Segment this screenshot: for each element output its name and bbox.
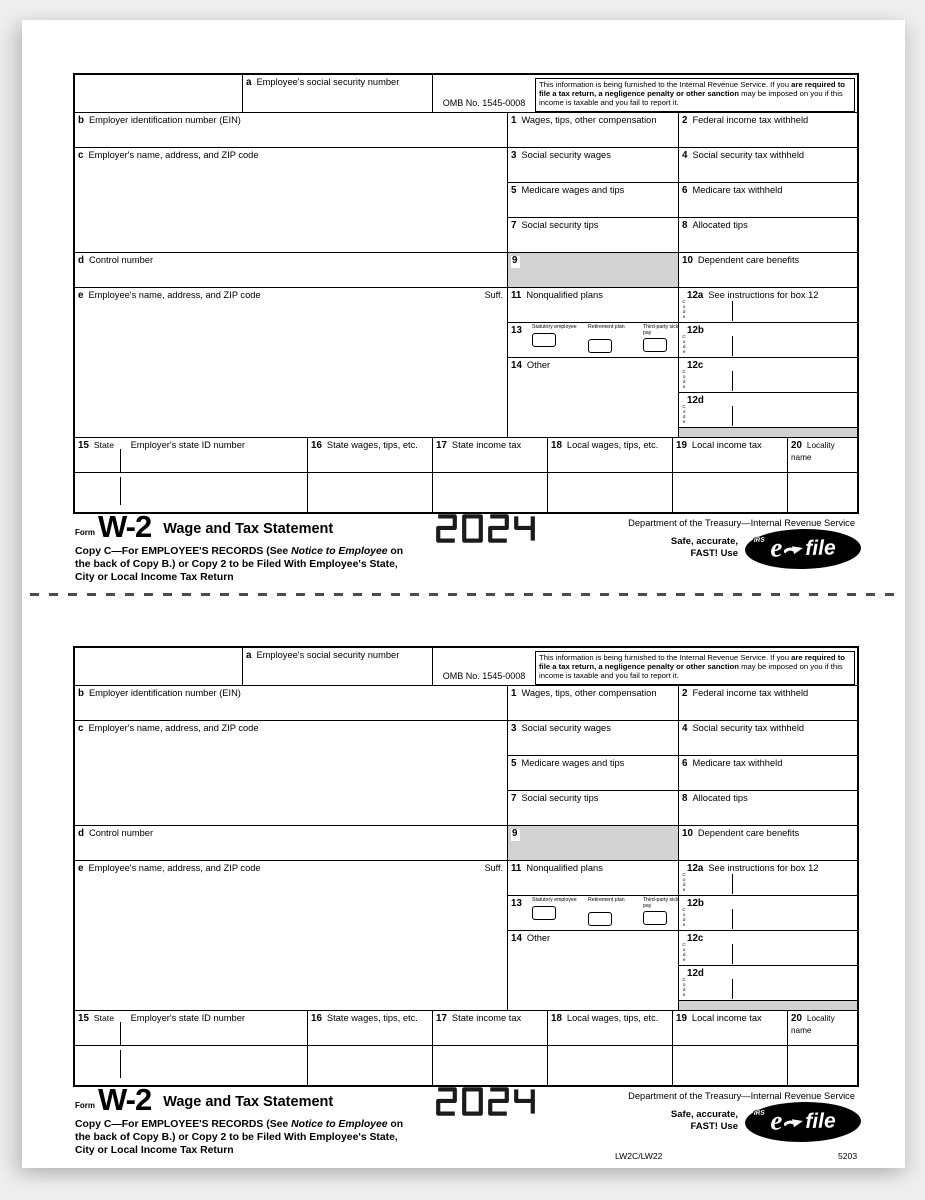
box-d-control-number: d Control number — [75, 825, 507, 860]
shaded-strip — [678, 1000, 857, 1010]
box-blank — [75, 75, 242, 112]
box-20-entry — [787, 1045, 857, 1085]
code-amount-divider — [732, 874, 733, 894]
retirement-plan-checkbox — [588, 339, 612, 353]
form-word: Form — [75, 528, 95, 538]
box-a-ssn — [242, 75, 432, 112]
form-title: Wage and Tax Statement — [163, 1094, 334, 1111]
box-17-header: 17 State income tax — [432, 1010, 547, 1045]
box-12b: Code 12b — [678, 322, 857, 357]
third-party-sick-pay-group: Third-party sick pay — [643, 898, 678, 925]
copy-designation: Copy C—For EMPLOYEE'S RECORDS (See Notice to Employee on the back of Copy B.) or Copy 2 to be Filed With Employee's State, City or Local Income Tax Return — [75, 1119, 404, 1156]
box-20-entry — [787, 472, 857, 512]
retirement-plan-group: Retirement plan — [588, 898, 634, 926]
box-2-federal-tax: 2 Federal income tax withheld — [678, 685, 857, 720]
box-a-id: a — [246, 77, 252, 88]
form-footer — [73, 509, 863, 604]
code-amount-divider — [732, 909, 733, 929]
box-16-header: 16 State wages, tips, etc. — [307, 1010, 432, 1045]
third-party-sick-pay-checkbox — [643, 911, 667, 925]
treasury-department-line: Department of the Treasury—Internal Revenue Service — [628, 518, 855, 528]
box-15-state-header: 15 State Employer's state ID number — [75, 1010, 307, 1045]
irs-efile-logo: IRS e file — [745, 1101, 862, 1143]
state-divider — [120, 477, 121, 505]
box-11-nonqualified: 11 Nonqualified plans — [507, 287, 678, 322]
copy-designation: Copy C—For EMPLOYEE'S RECORDS (See Notice to Employee on the back of Copy B.) or Copy 2 to be Filed With Employee's State, City or Local Income Tax Return — [75, 546, 404, 583]
box-5-medicare-wages: 5 Medicare wages and tips — [507, 182, 678, 217]
omb-label: OMB No. 1545-0008 — [442, 670, 526, 681]
suffix-label: Suff. — [484, 863, 503, 873]
box-a-ssn — [242, 648, 432, 685]
w2-form-grid — [73, 73, 859, 514]
code-amount-divider — [732, 301, 733, 321]
box-d-control-number: d Control number — [75, 252, 507, 287]
box-16-header: 16 State wages, tips, etc. — [307, 437, 432, 472]
form-footer — [73, 1082, 863, 1177]
w2-form-copy — [73, 73, 855, 603]
retirement-plan-group: Retirement plan — [588, 325, 634, 353]
irs-notice — [535, 648, 857, 685]
box-8-allocated-tips: 8 Allocated tips — [678, 217, 857, 252]
box-12b: Code 12b — [678, 895, 857, 930]
box-a-label: Employee's social security number — [256, 650, 400, 660]
form-title-row — [75, 1082, 334, 1117]
w2-form-grid — [73, 646, 859, 1087]
box-14-other: 14 Other — [507, 930, 678, 1010]
box-7-ss-tips: 7 Social security tips — [507, 790, 678, 825]
third-party-sick-pay-group: Third-party sick pay — [643, 325, 678, 352]
code-amount-divider — [732, 944, 733, 964]
box-19-entry — [672, 472, 787, 512]
box-15-state-header: 15 State Employer's state ID number — [75, 437, 307, 472]
box-17-header: 17 State income tax — [432, 437, 547, 472]
statutory-employee-group: Statutory employee — [532, 325, 578, 347]
box-blank — [75, 648, 242, 685]
efile-tagline: Safe, accurate, FAST! Use — [670, 536, 738, 559]
irs-notice-text: This information is being furnished to the Internal Revenue Service. If you are required to file a tax return, a negligence penalty or other sanction may be imposed on you if this income is taxable and you fail to report it. — [535, 651, 855, 685]
box-17-entry — [432, 472, 547, 512]
code-label-vertical: Code — [681, 404, 687, 424]
box-b-ein: b Employer identification number (EIN) — [75, 112, 507, 147]
box-4-ss-tax: 4 Social security tax withheld — [678, 720, 857, 755]
code-amount-divider — [732, 371, 733, 391]
box-10-dependent-care: 10 Dependent care benefits — [678, 252, 857, 287]
box-8-allocated-tips: 8 Allocated tips — [678, 790, 857, 825]
state-divider — [120, 449, 121, 472]
box-1-wages: 1 Wages, tips, other compensation — [507, 685, 678, 720]
irs-logo-text: IRS — [753, 1109, 765, 1117]
box-12a: Code 12a See instructions for box 12 — [678, 860, 857, 895]
box-16-entry — [307, 472, 432, 512]
box-18-entry — [547, 1045, 672, 1085]
irs-notice-text: This information is being furnished to the Internal Revenue Service. If you are required to file a tax return, a negligence penalty or other sanction may be imposed on you if this income is taxable and you fail to report it. — [535, 78, 855, 112]
box-15-entry — [75, 472, 307, 512]
third-party-sick-pay-checkbox — [643, 338, 667, 352]
box-19-header: 19 Local income tax — [672, 437, 787, 472]
box-15-entry — [75, 1045, 307, 1085]
retirement-plan-checkbox — [588, 912, 612, 926]
box-19-entry — [672, 1045, 787, 1085]
box-a-label: Employee's social security number — [256, 77, 400, 87]
box-b-ein: b Employer identification number (EIN) — [75, 685, 507, 720]
box-13-checkboxes: 13 Statutory employee Retirement plan Third-party sick pay — [507, 895, 678, 930]
code-label-vertical: Code — [681, 942, 687, 962]
box-19-header: 19 Local income tax — [672, 1010, 787, 1045]
sheet-number: 5203 — [838, 1151, 858, 1161]
paper-sheet — [22, 20, 905, 1168]
box-9-shaded: 9 — [507, 252, 678, 287]
code-label-vertical: Code — [681, 977, 687, 997]
form-title: Wage and Tax Statement — [163, 521, 334, 538]
code-label-vertical: Code — [681, 299, 687, 319]
box-20-header: 20 Locality name — [787, 1010, 857, 1045]
box-3-ss-wages: 3 Social security wages — [507, 147, 678, 182]
irs-efile-logo: IRS e file — [745, 528, 862, 570]
shaded-strip — [678, 427, 857, 437]
box-18-entry — [547, 472, 672, 512]
box-9-shaded: 9 — [507, 825, 678, 860]
code-amount-divider — [732, 336, 733, 356]
statutory-employee-group: Statutory employee — [532, 898, 578, 920]
tax-year — [436, 1086, 535, 1117]
box-c-employer: c Employer's name, address, and ZIP code — [75, 720, 507, 825]
form-word: Form — [75, 1101, 95, 1111]
state-divider — [120, 1022, 121, 1045]
box-12c: Code 12c — [678, 357, 857, 392]
efile-arrow-icon — [784, 1117, 804, 1129]
state-divider — [120, 1050, 121, 1078]
box-12a: Code 12a See instructions for box 12 — [678, 287, 857, 322]
box-2-federal-tax: 2 Federal income tax withheld — [678, 112, 857, 147]
irs-notice — [535, 75, 857, 112]
box-a-id: a — [246, 650, 252, 661]
box-17-entry — [432, 1045, 547, 1085]
box-6-medicare-tax: 6 Medicare tax withheld — [678, 755, 857, 790]
box-7-ss-tips: 7 Social security tips — [507, 217, 678, 252]
box-5-medicare-wages: 5 Medicare wages and tips — [507, 755, 678, 790]
box-13-checkboxes: 13 Statutory employee Retirement plan Third-party sick pay — [507, 322, 678, 357]
statutory-employee-checkbox — [532, 906, 556, 920]
box-c-employer: c Employer's name, address, and ZIP code — [75, 147, 507, 252]
code-label-vertical: Code — [681, 334, 687, 354]
efile-arrow-icon — [784, 544, 804, 556]
tax-year — [436, 513, 535, 544]
box-14-other: 14 Other — [507, 357, 678, 437]
code-label-vertical: Code — [681, 907, 687, 927]
box-12d: Code 12d — [678, 965, 857, 1000]
omb-number — [432, 648, 535, 685]
box-18-header: 18 Local wages, tips, etc. — [547, 437, 672, 472]
omb-label: OMB No. 1545-0008 — [442, 97, 526, 108]
box-1-wages: 1 Wages, tips, other compensation — [507, 112, 678, 147]
box-20-header: 20 Locality name — [787, 437, 857, 472]
statutory-employee-checkbox — [532, 333, 556, 347]
code-amount-divider — [732, 979, 733, 999]
box-11-nonqualified: 11 Nonqualified plans — [507, 860, 678, 895]
irs-logo-text: IRS — [753, 536, 765, 544]
form-number: W-2 — [98, 509, 152, 544]
box-12d: Code 12d — [678, 392, 857, 427]
treasury-department-line: Department of the Treasury—Internal Revenue Service — [628, 1091, 855, 1101]
box-3-ss-wages: 3 Social security wages — [507, 720, 678, 755]
w2-form-copy — [73, 646, 858, 1176]
box-18-header: 18 Local wages, tips, etc. — [547, 1010, 672, 1045]
code-amount-divider — [732, 406, 733, 426]
code-label-vertical: Code — [681, 872, 687, 892]
suffix-label: Suff. — [484, 290, 503, 300]
box-16-entry — [307, 1045, 432, 1085]
efile-tagline: Safe, accurate, FAST! Use — [670, 1109, 738, 1132]
form-title-row — [75, 509, 334, 544]
code-label-vertical: Code — [681, 369, 687, 389]
box-e-employee: e Employee's name, address, and ZIP code Suff. — [75, 287, 507, 437]
omb-number — [432, 75, 535, 112]
box-6-medicare-tax: 6 Medicare tax withheld — [678, 182, 857, 217]
box-e-employee: e Employee's name, address, and ZIP code Suff. — [75, 860, 507, 1010]
box-10-dependent-care: 10 Dependent care benefits — [678, 825, 857, 860]
print-code: LW2C/LW22 — [615, 1151, 663, 1161]
form-number: W-2 — [98, 1082, 152, 1117]
box-4-ss-tax: 4 Social security tax withheld — [678, 147, 857, 182]
box-12c: Code 12c — [678, 930, 857, 965]
